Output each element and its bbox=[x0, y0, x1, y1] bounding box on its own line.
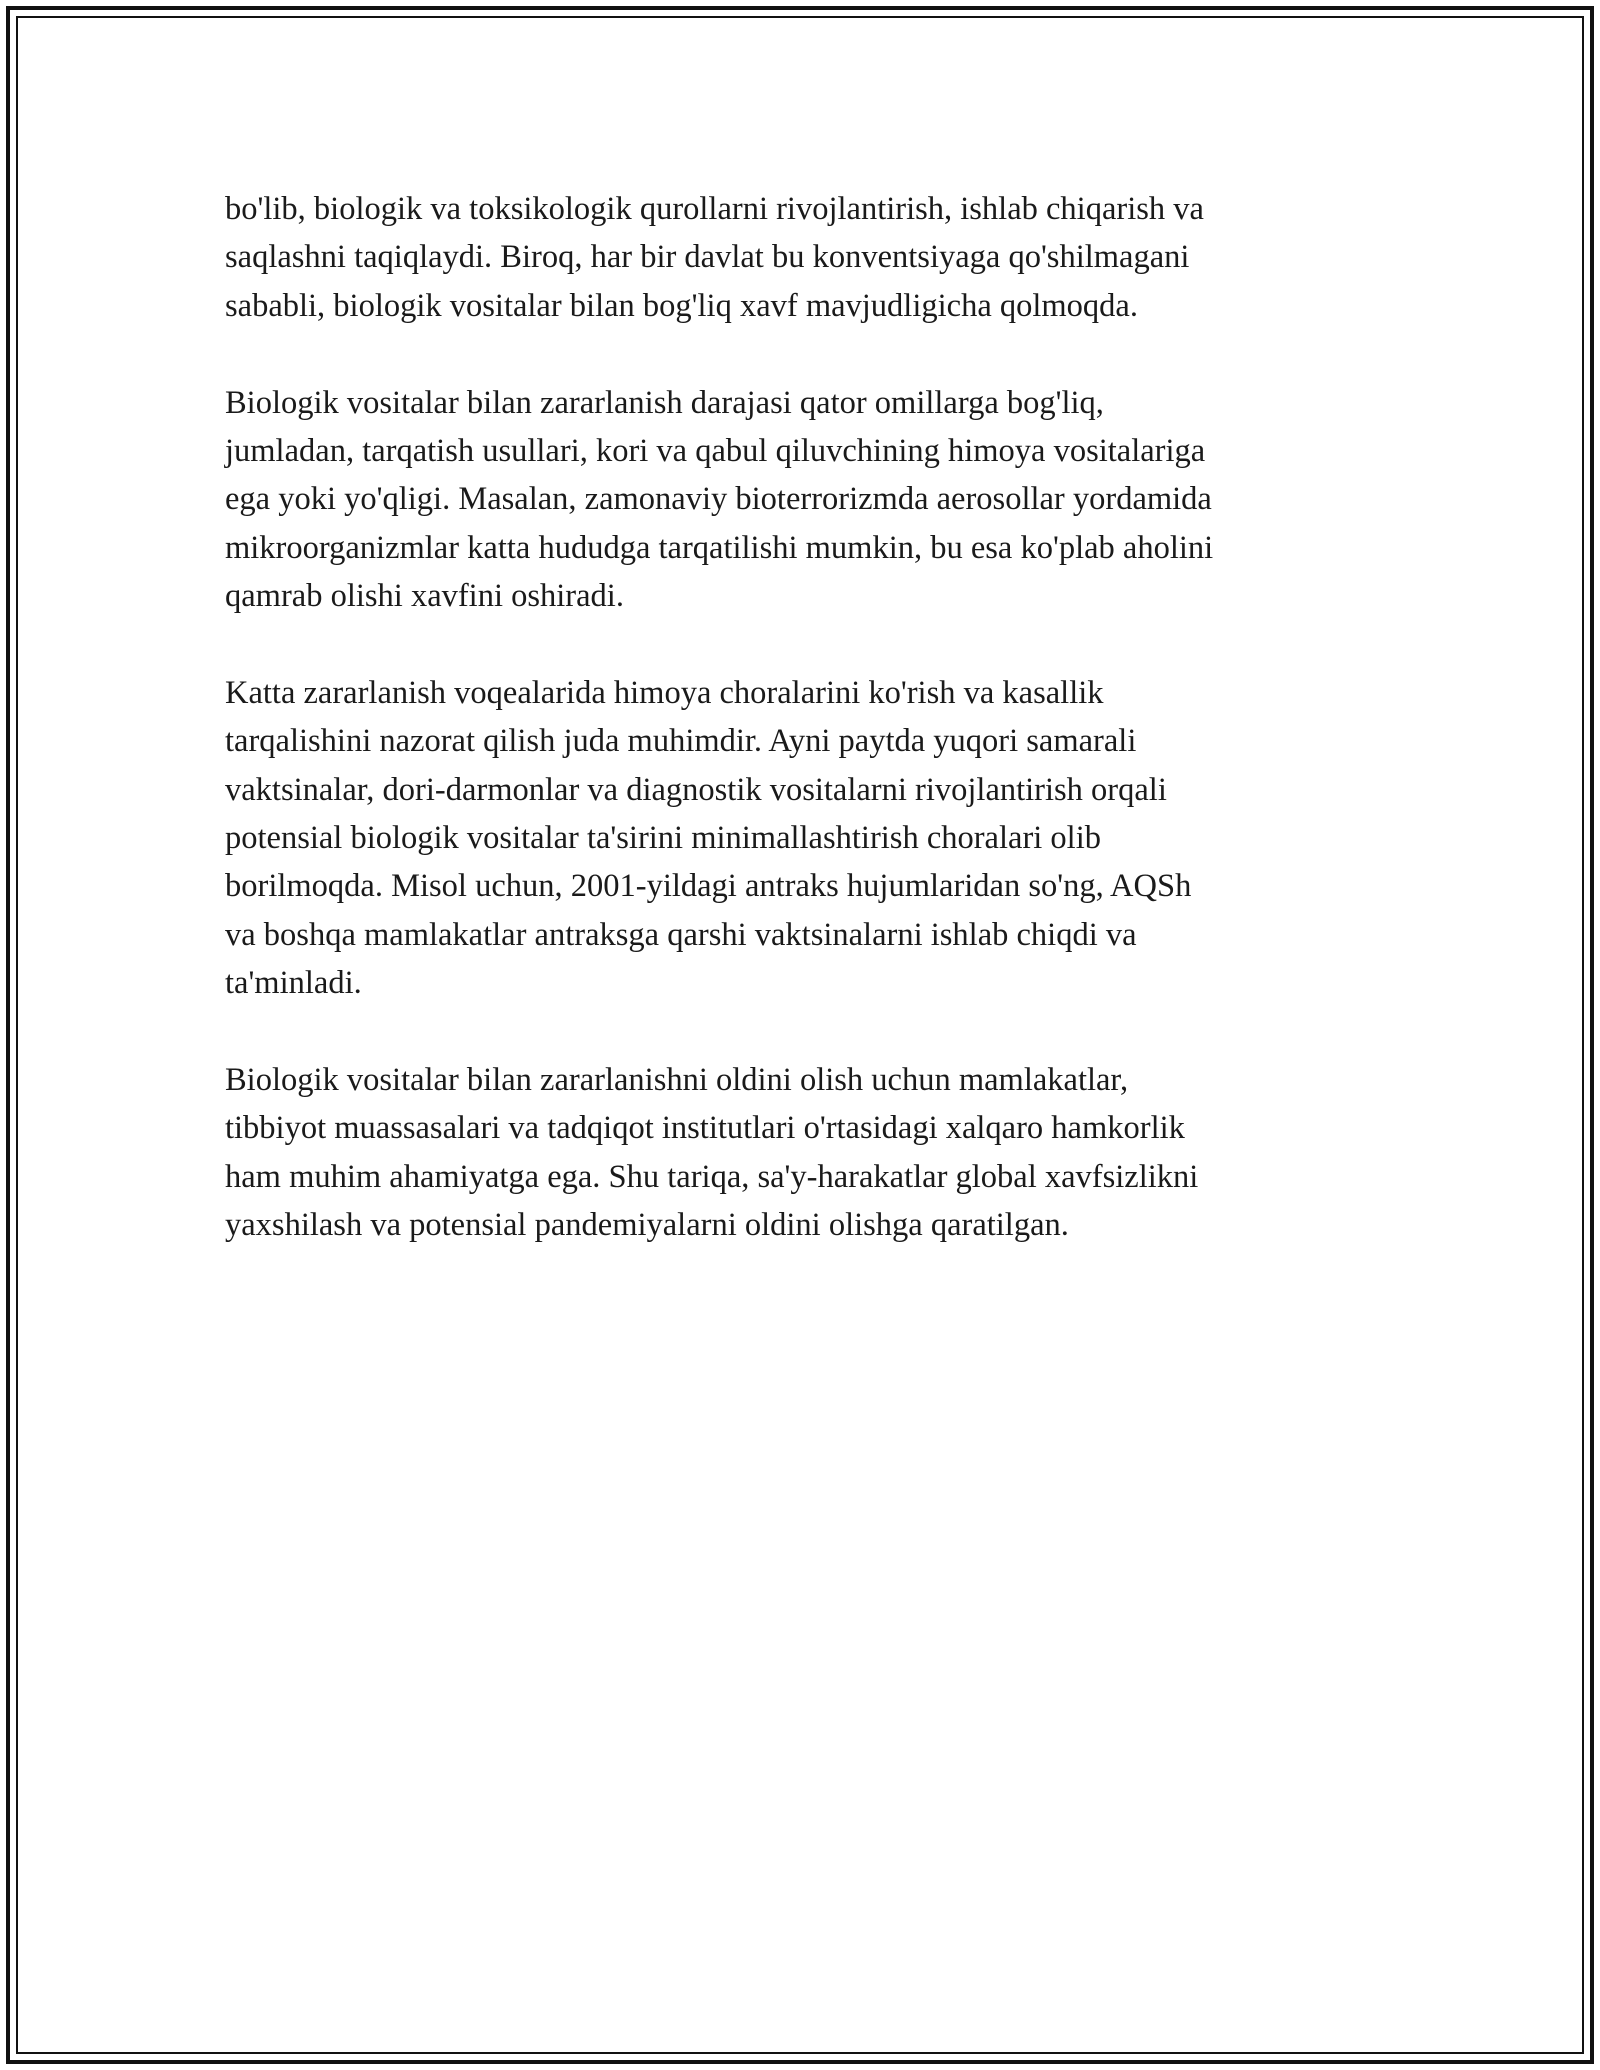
text-line: mikroorganizmlar katta hududga tarqatilishi mumkin, bu esa ko'plab aholini bbox=[225, 529, 1214, 566]
text-line: sababli, biologik vositalar bilan bog'liq xavf mavjudligicha qolmoqda. bbox=[225, 287, 1138, 324]
text-line: ta'minladi. bbox=[225, 965, 362, 1002]
text-line: potensial biologik vositalar ta'sirini minimallashtirish choralari olib bbox=[225, 820, 1101, 857]
text-line: vaktsinalar, dori-darmonlar va diagnostik vositalarni rivojlantirish orqali bbox=[225, 771, 1167, 808]
paragraph-3 bbox=[225, 669, 1375, 1008]
text-line: borilmoqda. Misol uchun, 2001-yildagi antraks hujumlaridan so'ng, AQSh bbox=[225, 868, 1192, 905]
text-line: bo'lib, biologik va toksikologik qurollarni rivojlantirish, ishlab chiqarish va bbox=[225, 191, 1204, 227]
text-line: va boshqa mamlakatlar antraksga qarshi vaktsinalarni ishlab chiqdi va bbox=[225, 916, 1137, 953]
text-line: Katta zararlanish voqealarida himoya choralarini ko'rish va kasallik bbox=[225, 674, 1104, 711]
text-line: qamrab olishi xavfini oshiradi. bbox=[225, 578, 624, 615]
text-line: saqlashni taqiqlaydi. Biroq, har bir davlat bu konventsiyaga qo'shilmagani bbox=[225, 239, 1190, 276]
text-line: ham muhim ahamiyatga ega. Shu tariqa, sa'y-harakatlar global xavfsizlikni bbox=[225, 1158, 1199, 1195]
text-line: tarqalishini nazorat qilish juda muhimdir. Ayni paytda yuqori samarali bbox=[225, 723, 1137, 760]
text-line: tibbiyot muassasalari va tadqiqot institutlari o'rtasidagi xalqaro hamkorlik bbox=[225, 1110, 1185, 1147]
text-line: yaxshilash va potensial pandemiyalarni oldini olishga qaratilgan. bbox=[225, 1207, 1069, 1244]
paragraph-1 bbox=[225, 185, 1375, 330]
text-line: jumladan, tarqatish usullari, kori va qabul qiluvchining himoya vositalariga bbox=[225, 432, 1206, 469]
text-line: ega yoki yo'qligi. Masalan, zamonaviy bioterrorizmda aerosollar yordamida bbox=[225, 481, 1212, 518]
paragraph-2 bbox=[225, 379, 1375, 621]
document-body bbox=[225, 185, 1375, 1250]
text-line: Biologik vositalar bilan zararlanish darajasi qator omillarga bog'liq, bbox=[225, 384, 1104, 421]
paragraph-4 bbox=[225, 1056, 1375, 1250]
text-line: Biologik vositalar bilan zararlanishni oldini olish uchun mamlakatlar, bbox=[225, 1062, 1129, 1099]
